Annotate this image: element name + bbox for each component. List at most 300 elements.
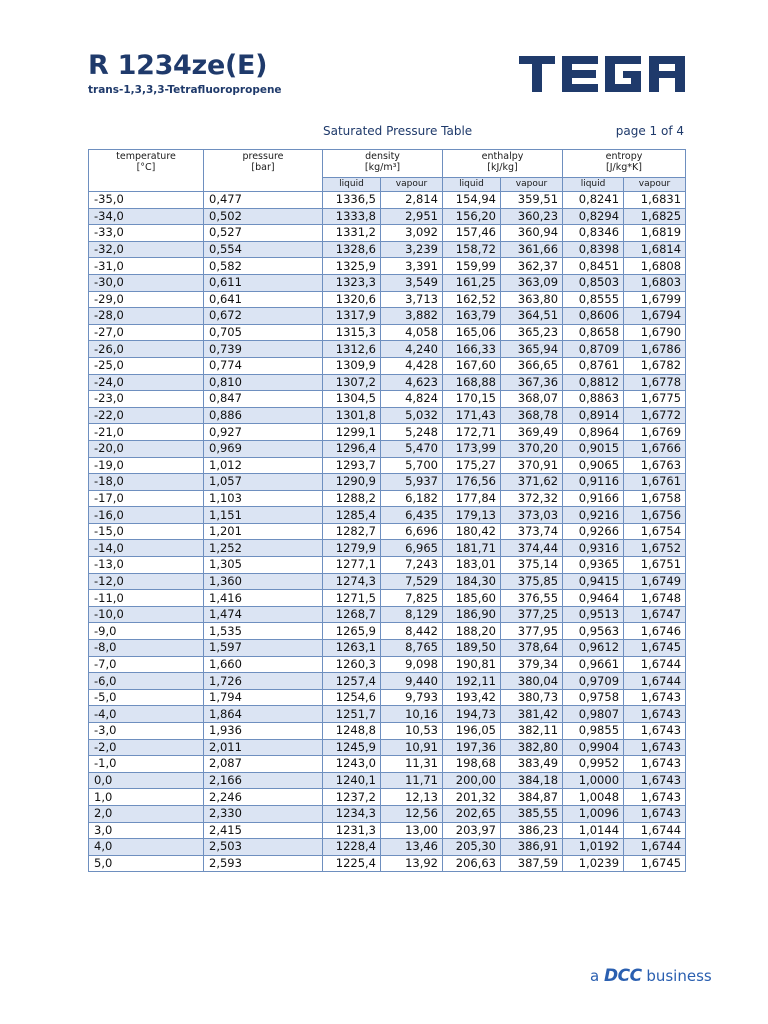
cell-entropy-liquid: 0,9464 — [563, 590, 624, 607]
cell-enthalpy-vapour: 383,49 — [501, 756, 563, 773]
cell-temperature: -18,0 — [89, 474, 204, 491]
header-temperature-unit: [°C] — [136, 162, 156, 173]
cell-density-vapour: 13,00 — [381, 822, 443, 839]
table-row — [89, 822, 686, 839]
cell-pressure: 0,847 — [204, 391, 323, 408]
cell-pressure: 2,246 — [204, 789, 323, 806]
cell-density-vapour: 3,882 — [381, 308, 443, 325]
cell-enthalpy-liquid: 175,27 — [443, 457, 501, 474]
cell-entropy-liquid: 0,8812 — [563, 374, 624, 391]
footer-brand — [590, 966, 712, 986]
cell-density-liquid: 1254,6 — [323, 689, 381, 706]
cell-density-vapour: 2,814 — [381, 192, 443, 209]
table-row — [89, 839, 686, 856]
cell-entropy-liquid: 0,9513 — [563, 606, 624, 623]
cell-density-vapour: 3,713 — [381, 291, 443, 308]
cell-pressure: 2,087 — [204, 756, 323, 773]
cell-density-vapour: 13,46 — [381, 839, 443, 856]
cell-entropy-liquid: 0,8914 — [563, 407, 624, 424]
cell-density-vapour: 3,549 — [381, 274, 443, 291]
cell-temperature: -10,0 — [89, 606, 204, 623]
cell-temperature: -28,0 — [89, 308, 204, 325]
cell-enthalpy-vapour: 361,66 — [501, 241, 563, 258]
cell-enthalpy-liquid: 201,32 — [443, 789, 501, 806]
cell-enthalpy-vapour: 364,51 — [501, 308, 563, 325]
document-title: R 1234ze(E) — [88, 50, 268, 81]
cell-entropy-vapour: 1,6775 — [624, 391, 686, 408]
cell-pressure: 1,936 — [204, 723, 323, 740]
cell-entropy-vapour: 1,6799 — [624, 291, 686, 308]
header-temperature — [89, 150, 204, 192]
cell-entropy-vapour: 1,6790 — [624, 324, 686, 341]
cell-temperature: -21,0 — [89, 424, 204, 441]
cell-pressure: 0,502 — [204, 208, 323, 225]
cell-density-vapour: 7,529 — [381, 573, 443, 590]
cell-entropy-liquid: 0,8294 — [563, 208, 624, 225]
cell-pressure: 1,252 — [204, 540, 323, 557]
cell-temperature: 3,0 — [89, 822, 204, 839]
cell-enthalpy-vapour: 370,20 — [501, 440, 563, 457]
cell-pressure: 2,166 — [204, 772, 323, 789]
table-body — [89, 192, 686, 872]
cell-entropy-vapour: 1,6744 — [624, 822, 686, 839]
cell-pressure: 0,554 — [204, 241, 323, 258]
cell-entropy-vapour: 1,6761 — [624, 474, 686, 491]
cell-enthalpy-liquid: 185,60 — [443, 590, 501, 607]
table-row — [89, 291, 686, 308]
table-row — [89, 656, 686, 673]
cell-density-vapour: 3,239 — [381, 241, 443, 258]
header-entropy-unit: [J/kg*K] — [606, 162, 642, 173]
cell-entropy-vapour: 1,6744 — [624, 656, 686, 673]
cell-entropy-liquid: 1,0144 — [563, 822, 624, 839]
table-row — [89, 573, 686, 590]
cell-entropy-liquid: 0,9758 — [563, 689, 624, 706]
cell-enthalpy-vapour: 372,32 — [501, 490, 563, 507]
cell-density-vapour: 10,16 — [381, 706, 443, 723]
table-row — [89, 225, 686, 242]
table-row — [89, 324, 686, 341]
cell-entropy-liquid: 0,9065 — [563, 457, 624, 474]
cell-entropy-vapour: 1,6751 — [624, 557, 686, 574]
cell-density-vapour: 12,56 — [381, 805, 443, 822]
table-row — [89, 689, 686, 706]
cell-entropy-liquid: 0,9807 — [563, 706, 624, 723]
cell-density-vapour: 5,470 — [381, 440, 443, 457]
table-row — [89, 523, 686, 540]
cell-density-liquid: 1296,4 — [323, 440, 381, 457]
cell-entropy-vapour: 1,6745 — [624, 640, 686, 657]
cell-temperature: -16,0 — [89, 507, 204, 524]
cell-entropy-liquid: 0,8555 — [563, 291, 624, 308]
cell-density-vapour: 12,13 — [381, 789, 443, 806]
subheader-density-vapour: vapour — [381, 178, 443, 192]
cell-entropy-vapour: 1,6808 — [624, 258, 686, 275]
cell-enthalpy-vapour: 377,95 — [501, 623, 563, 640]
table-row — [89, 756, 686, 773]
header-enthalpy — [443, 150, 563, 178]
cell-density-liquid: 1290,9 — [323, 474, 381, 491]
cell-enthalpy-vapour: 363,09 — [501, 274, 563, 291]
subheader-entropy-liquid: liquid — [563, 178, 624, 192]
dcc-logo: DCC — [603, 966, 642, 986]
cell-enthalpy-vapour: 375,14 — [501, 557, 563, 574]
cell-density-vapour: 3,092 — [381, 225, 443, 242]
cell-entropy-vapour: 1,6744 — [624, 673, 686, 690]
cell-enthalpy-liquid: 165,06 — [443, 324, 501, 341]
table-row — [89, 308, 686, 325]
cell-entropy-liquid: 0,8964 — [563, 424, 624, 441]
cell-pressure: 0,477 — [204, 192, 323, 209]
cell-density-vapour: 11,31 — [381, 756, 443, 773]
cell-density-liquid: 1299,1 — [323, 424, 381, 441]
cell-density-liquid: 1228,4 — [323, 839, 381, 856]
cell-pressure: 0,582 — [204, 258, 323, 275]
cell-density-vapour: 8,129 — [381, 606, 443, 623]
cell-pressure: 0,611 — [204, 274, 323, 291]
cell-enthalpy-liquid: 176,56 — [443, 474, 501, 491]
cell-temperature: -4,0 — [89, 706, 204, 723]
cell-enthalpy-vapour: 373,03 — [501, 507, 563, 524]
cell-temperature: -13,0 — [89, 557, 204, 574]
table-row — [89, 391, 686, 408]
cell-pressure: 1,597 — [204, 640, 323, 657]
cell-enthalpy-vapour: 382,11 — [501, 723, 563, 740]
cell-pressure: 0,969 — [204, 440, 323, 457]
cell-entropy-liquid: 1,0000 — [563, 772, 624, 789]
cell-density-vapour: 13,92 — [381, 855, 443, 872]
cell-enthalpy-liquid: 158,72 — [443, 241, 501, 258]
cell-pressure: 1,416 — [204, 590, 323, 607]
cell-temperature: 4,0 — [89, 839, 204, 856]
table-row — [89, 357, 686, 374]
cell-entropy-liquid: 0,8709 — [563, 341, 624, 358]
cell-enthalpy-liquid: 159,99 — [443, 258, 501, 275]
cell-enthalpy-liquid: 202,65 — [443, 805, 501, 822]
saturated-pressure-table — [88, 149, 686, 872]
cell-entropy-vapour: 1,6819 — [624, 225, 686, 242]
table-row — [89, 424, 686, 441]
table-title: Saturated Pressure Table — [323, 124, 473, 138]
cell-enthalpy-liquid: 179,13 — [443, 507, 501, 524]
cell-temperature: -31,0 — [89, 258, 204, 275]
table-row — [89, 590, 686, 607]
cell-temperature: 1,0 — [89, 789, 204, 806]
cell-density-liquid: 1251,7 — [323, 706, 381, 723]
cell-pressure: 2,503 — [204, 839, 323, 856]
cell-pressure: 1,726 — [204, 673, 323, 690]
cell-entropy-vapour: 1,6772 — [624, 407, 686, 424]
cell-enthalpy-liquid: 157,46 — [443, 225, 501, 242]
cell-pressure: 1,305 — [204, 557, 323, 574]
cell-density-vapour: 5,937 — [381, 474, 443, 491]
cell-temperature: -20,0 — [89, 440, 204, 457]
cell-pressure: 1,012 — [204, 457, 323, 474]
cell-enthalpy-vapour: 379,34 — [501, 656, 563, 673]
cell-enthalpy-liquid: 168,88 — [443, 374, 501, 391]
cell-temperature: -15,0 — [89, 523, 204, 540]
cell-density-liquid: 1237,2 — [323, 789, 381, 806]
subheader-enthalpy-vapour: vapour — [501, 178, 563, 192]
cell-density-liquid: 1309,9 — [323, 357, 381, 374]
cell-temperature: -29,0 — [89, 291, 204, 308]
table-row — [89, 208, 686, 225]
cell-entropy-vapour: 1,6756 — [624, 507, 686, 524]
cell-pressure: 0,739 — [204, 341, 323, 358]
cell-temperature: -2,0 — [89, 739, 204, 756]
cell-enthalpy-liquid: 154,94 — [443, 192, 501, 209]
cell-enthalpy-vapour: 368,07 — [501, 391, 563, 408]
cell-enthalpy-vapour: 370,91 — [501, 457, 563, 474]
cell-entropy-vapour: 1,6743 — [624, 739, 686, 756]
cell-temperature: -7,0 — [89, 656, 204, 673]
cell-entropy-vapour: 1,6752 — [624, 540, 686, 557]
cell-density-vapour: 3,391 — [381, 258, 443, 275]
cell-pressure: 2,593 — [204, 855, 323, 872]
cell-density-liquid: 1274,3 — [323, 573, 381, 590]
cell-entropy-vapour: 1,6831 — [624, 192, 686, 209]
cell-enthalpy-liquid: 156,20 — [443, 208, 501, 225]
table-row — [89, 540, 686, 557]
cell-entropy-liquid: 0,9365 — [563, 557, 624, 574]
table-row — [89, 855, 686, 872]
cell-density-liquid: 1277,1 — [323, 557, 381, 574]
cell-temperature: 5,0 — [89, 855, 204, 872]
cell-enthalpy-liquid: 194,73 — [443, 706, 501, 723]
cell-enthalpy-vapour: 381,42 — [501, 706, 563, 723]
cell-enthalpy-vapour: 369,49 — [501, 424, 563, 441]
cell-enthalpy-vapour: 362,37 — [501, 258, 563, 275]
cell-enthalpy-vapour: 382,80 — [501, 739, 563, 756]
cell-pressure: 1,794 — [204, 689, 323, 706]
cell-temperature: -32,0 — [89, 241, 204, 258]
cell-enthalpy-vapour: 374,44 — [501, 540, 563, 557]
cell-temperature: -25,0 — [89, 357, 204, 374]
cell-density-vapour: 4,058 — [381, 324, 443, 341]
table-row — [89, 623, 686, 640]
table-row — [89, 805, 686, 822]
cell-density-liquid: 1285,4 — [323, 507, 381, 524]
cell-density-liquid: 1328,6 — [323, 241, 381, 258]
cell-enthalpy-vapour: 365,23 — [501, 324, 563, 341]
cell-entropy-liquid: 0,9015 — [563, 440, 624, 457]
cell-entropy-vapour: 1,6743 — [624, 723, 686, 740]
cell-density-liquid: 1243,0 — [323, 756, 381, 773]
cell-density-vapour: 4,240 — [381, 341, 443, 358]
cell-entropy-vapour: 1,6769 — [624, 424, 686, 441]
cell-temperature: -26,0 — [89, 341, 204, 358]
cell-enthalpy-vapour: 363,80 — [501, 291, 563, 308]
cell-entropy-liquid: 0,9216 — [563, 507, 624, 524]
cell-density-vapour: 4,428 — [381, 357, 443, 374]
cell-entropy-liquid: 0,9709 — [563, 673, 624, 690]
table-row — [89, 457, 686, 474]
cell-enthalpy-vapour: 384,18 — [501, 772, 563, 789]
cell-enthalpy-vapour: 375,85 — [501, 573, 563, 590]
cell-enthalpy-liquid: 203,97 — [443, 822, 501, 839]
cell-density-liquid: 1260,3 — [323, 656, 381, 673]
cell-temperature: -12,0 — [89, 573, 204, 590]
cell-entropy-liquid: 0,9415 — [563, 573, 624, 590]
cell-entropy-liquid: 0,9612 — [563, 640, 624, 657]
cell-entropy-vapour: 1,6743 — [624, 789, 686, 806]
table-row — [89, 723, 686, 740]
cell-density-liquid: 1320,6 — [323, 291, 381, 308]
cell-temperature: -9,0 — [89, 623, 204, 640]
cell-pressure: 2,415 — [204, 822, 323, 839]
table-row — [89, 789, 686, 806]
cell-pressure: 1,360 — [204, 573, 323, 590]
cell-temperature: -17,0 — [89, 490, 204, 507]
cell-temperature: -3,0 — [89, 723, 204, 740]
cell-density-vapour: 10,53 — [381, 723, 443, 740]
cell-temperature: -5,0 — [89, 689, 204, 706]
table-row — [89, 341, 686, 358]
cell-density-liquid: 1312,6 — [323, 341, 381, 358]
cell-entropy-vapour: 1,6825 — [624, 208, 686, 225]
cell-enthalpy-vapour: 380,73 — [501, 689, 563, 706]
cell-temperature: -14,0 — [89, 540, 204, 557]
cell-temperature: -22,0 — [89, 407, 204, 424]
cell-enthalpy-liquid: 183,01 — [443, 557, 501, 574]
cell-entropy-vapour: 1,6763 — [624, 457, 686, 474]
cell-entropy-liquid: 0,9563 — [563, 623, 624, 640]
table-row — [89, 706, 686, 723]
cell-density-vapour: 6,696 — [381, 523, 443, 540]
cell-enthalpy-liquid: 200,00 — [443, 772, 501, 789]
cell-density-vapour: 9,793 — [381, 689, 443, 706]
cell-enthalpy-liquid: 198,68 — [443, 756, 501, 773]
document-subtitle: trans-1,3,3,3-Tetrafluoropropene — [88, 84, 282, 96]
cell-temperature: -34,0 — [89, 208, 204, 225]
cell-pressure: 2,330 — [204, 805, 323, 822]
cell-entropy-vapour: 1,6758 — [624, 490, 686, 507]
cell-entropy-vapour: 1,6743 — [624, 805, 686, 822]
cell-temperature: -6,0 — [89, 673, 204, 690]
table-row — [89, 640, 686, 657]
cell-entropy-vapour: 1,6754 — [624, 523, 686, 540]
cell-pressure: 0,705 — [204, 324, 323, 341]
header-pressure — [204, 150, 323, 192]
cell-density-liquid: 1225,4 — [323, 855, 381, 872]
cell-entropy-liquid: 0,9904 — [563, 739, 624, 756]
cell-entropy-liquid: 1,0239 — [563, 855, 624, 872]
subheader-density-liquid: liquid — [323, 178, 381, 192]
cell-temperature: 0,0 — [89, 772, 204, 789]
cell-entropy-liquid: 0,9316 — [563, 540, 624, 557]
cell-entropy-liquid: 0,8863 — [563, 391, 624, 408]
cell-enthalpy-liquid: 189,50 — [443, 640, 501, 657]
cell-pressure: 1,057 — [204, 474, 323, 491]
cell-enthalpy-vapour: 360,23 — [501, 208, 563, 225]
cell-enthalpy-liquid: 170,15 — [443, 391, 501, 408]
cell-pressure: 1,864 — [204, 706, 323, 723]
header-pressure-unit: [bar] — [251, 162, 275, 173]
cell-enthalpy-liquid: 166,33 — [443, 341, 501, 358]
cell-entropy-vapour: 1,6743 — [624, 706, 686, 723]
cell-density-vapour: 6,435 — [381, 507, 443, 524]
cell-enthalpy-liquid: 163,79 — [443, 308, 501, 325]
cell-entropy-vapour: 1,6748 — [624, 590, 686, 607]
cell-enthalpy-liquid: 167,60 — [443, 357, 501, 374]
cell-density-liquid: 1325,9 — [323, 258, 381, 275]
table-row — [89, 258, 686, 275]
cell-pressure: 1,151 — [204, 507, 323, 524]
cell-entropy-liquid: 0,8241 — [563, 192, 624, 209]
cell-density-liquid: 1279,9 — [323, 540, 381, 557]
cell-density-vapour: 5,032 — [381, 407, 443, 424]
cell-entropy-liquid: 0,8658 — [563, 324, 624, 341]
cell-entropy-liquid: 0,9661 — [563, 656, 624, 673]
cell-enthalpy-vapour: 376,55 — [501, 590, 563, 607]
cell-enthalpy-vapour: 371,62 — [501, 474, 563, 491]
cell-enthalpy-liquid: 193,42 — [443, 689, 501, 706]
table-row — [89, 407, 686, 424]
cell-enthalpy-liquid: 162,52 — [443, 291, 501, 308]
cell-density-liquid: 1231,3 — [323, 822, 381, 839]
cell-density-vapour: 9,098 — [381, 656, 443, 673]
cell-pressure: 0,774 — [204, 357, 323, 374]
cell-temperature: -11,0 — [89, 590, 204, 607]
footer-suffix: business — [646, 967, 712, 985]
cell-entropy-liquid: 1,0192 — [563, 839, 624, 856]
cell-entropy-vapour: 1,6744 — [624, 839, 686, 856]
cell-enthalpy-vapour: 359,51 — [501, 192, 563, 209]
cell-pressure: 2,011 — [204, 739, 323, 756]
cell-enthalpy-liquid: 177,84 — [443, 490, 501, 507]
cell-density-liquid: 1323,3 — [323, 274, 381, 291]
cell-enthalpy-vapour: 387,59 — [501, 855, 563, 872]
cell-enthalpy-liquid: 161,25 — [443, 274, 501, 291]
cell-enthalpy-liquid: 196,05 — [443, 723, 501, 740]
cell-density-vapour: 2,951 — [381, 208, 443, 225]
footer-prefix: a — [590, 967, 600, 985]
cell-density-liquid: 1282,7 — [323, 523, 381, 540]
table-row — [89, 772, 686, 789]
cell-enthalpy-liquid: 190,81 — [443, 656, 501, 673]
cell-density-liquid: 1288,2 — [323, 490, 381, 507]
table-row — [89, 274, 686, 291]
cell-density-liquid: 1240,1 — [323, 772, 381, 789]
cell-entropy-liquid: 0,8606 — [563, 308, 624, 325]
cell-density-liquid: 1293,7 — [323, 457, 381, 474]
cell-entropy-liquid: 0,8451 — [563, 258, 624, 275]
cell-entropy-liquid: 0,9952 — [563, 756, 624, 773]
cell-temperature: -35,0 — [89, 192, 204, 209]
cell-enthalpy-vapour: 386,23 — [501, 822, 563, 839]
cell-enthalpy-vapour: 366,65 — [501, 357, 563, 374]
cell-entropy-liquid: 0,9266 — [563, 523, 624, 540]
table-row — [89, 606, 686, 623]
cell-entropy-liquid: 0,8398 — [563, 241, 624, 258]
cell-entropy-vapour: 1,6747 — [624, 606, 686, 623]
cell-enthalpy-liquid: 192,11 — [443, 673, 501, 690]
cell-temperature: -23,0 — [89, 391, 204, 408]
table-row — [89, 374, 686, 391]
cell-pressure: 1,535 — [204, 623, 323, 640]
cell-density-liquid: 1271,5 — [323, 590, 381, 607]
cell-density-liquid: 1248,8 — [323, 723, 381, 740]
cell-enthalpy-liquid: 188,20 — [443, 623, 501, 640]
header-density-unit: [kg/m³] — [364, 162, 401, 173]
cell-temperature: -33,0 — [89, 225, 204, 242]
cell-entropy-liquid: 0,9116 — [563, 474, 624, 491]
table-row — [89, 241, 686, 258]
cell-enthalpy-liquid: 184,30 — [443, 573, 501, 590]
cell-entropy-liquid: 0,9166 — [563, 490, 624, 507]
header-entropy — [563, 150, 686, 178]
cell-density-vapour: 4,824 — [381, 391, 443, 408]
